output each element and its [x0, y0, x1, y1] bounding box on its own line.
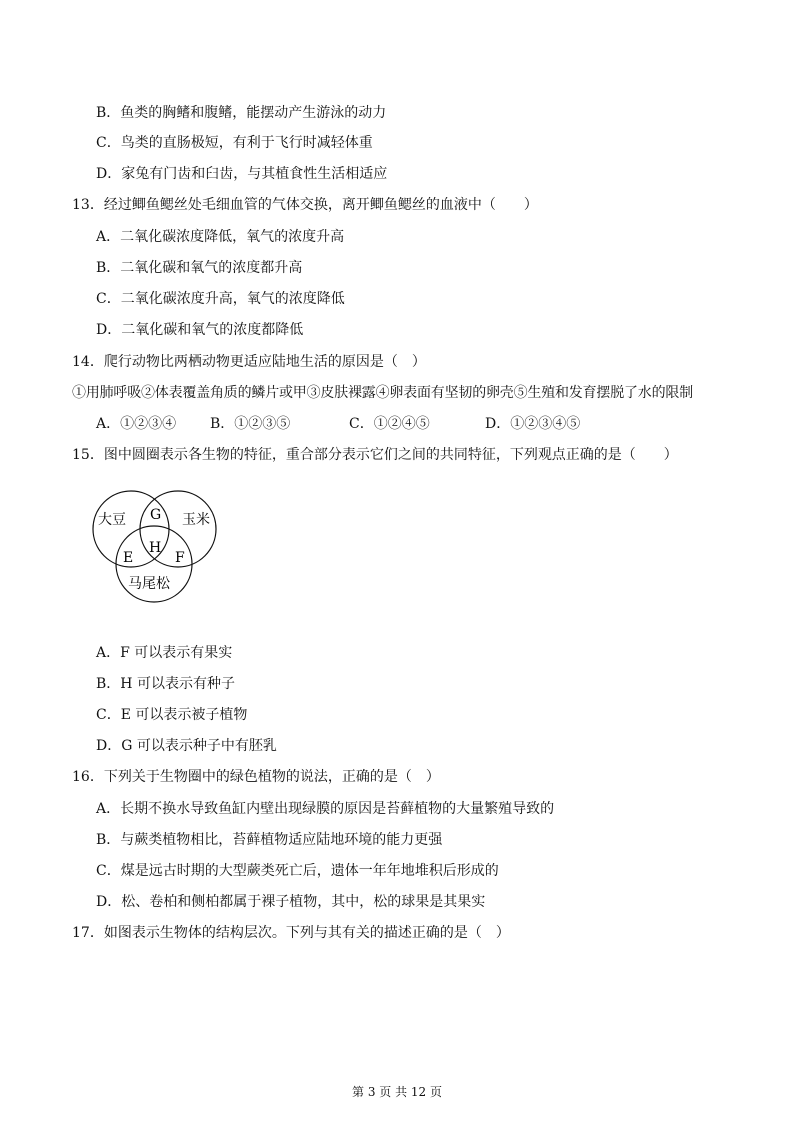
q16-stem: 16．下列关于生物圈中的绿色植物的说法，正确的是（ ） — [72, 769, 440, 785]
q15-option-b: B．H 可以表示有种子 — [96, 676, 235, 692]
label-corn: 玉米 — [182, 512, 210, 528]
q13-stem: 13．经过鲫鱼鳃丝处毛细血管的气体交换，离开鲫鱼鳃丝的血液中（ ） — [72, 197, 538, 213]
q15-option-c: C．E 可以表示被子植物 — [96, 707, 248, 723]
q12-option-b: B．鱼类的胸鳍和腹鳍，能摆动产生游泳的动力 — [96, 105, 387, 121]
q12-option-d: D．家兔有门齿和臼齿，与其植食性生活相适应 — [96, 166, 388, 182]
q15-stem: 15．图中圆圈表示各生物的特征，重合部分表示它们之间的共同特征，下列观点正确的是（ ） — [72, 447, 678, 463]
q16-option-c: C．煤是远古时期的大型蕨类死亡后，遗体一年年地堆积后形成的 — [96, 863, 499, 879]
label-pine: 马尾松 — [128, 576, 170, 592]
q14-option-b: B．①②③⑤ — [210, 416, 291, 432]
q14-statements: ①用肺呼吸②体表覆盖角质的鳞片或甲③皮肤裸露④卵表面有坚韧的卵壳⑤生殖和发育摆脱了水的限制 — [72, 385, 693, 401]
q13-option-a: A．二氧化碳浓度降低，氧气的浓度升高 — [96, 229, 345, 245]
q14-option-a: A．①②③④ — [96, 416, 177, 432]
q16-option-d: D．松、卷柏和侧柏都属于裸子植物，其中，松的球果是其果实 — [96, 894, 486, 910]
page-footer: 第 3 页 共 12 页 — [352, 1085, 442, 1099]
q13-option-c: C．二氧化碳浓度升高，氧气的浓度降低 — [96, 291, 345, 307]
q14-option-c: C．①②④⑤ — [349, 416, 430, 432]
q16-option-a: A．长期不换水导致鱼缸内壁出现绿膜的原因是苔藓植物的大量繁殖导致的 — [96, 801, 555, 817]
region-h: H — [149, 540, 162, 556]
q12-option-c: C．鸟类的直肠极短，有利于飞行时减轻体重 — [96, 135, 373, 151]
q13-option-d: D．二氧化碳和氧气的浓度都降低 — [96, 322, 304, 338]
q14-option-d: D．①②③④⑤ — [485, 416, 581, 432]
region-f: F — [175, 550, 185, 566]
q13-option-b: B．二氧化碳和氧气的浓度都升高 — [96, 260, 303, 276]
q15-option-a: A．F 可以表示有果实 — [96, 645, 233, 661]
venn-diagram — [86, 484, 226, 604]
q17-stem: 17．如图表示生物体的结构层次。下列与其有关的描述正确的是（ ） — [72, 925, 510, 941]
region-g: G — [150, 507, 162, 523]
label-soybean: 大豆 — [98, 512, 126, 528]
q16-option-b: B．与蕨类植物相比，苔藓植物适应陆地环境的能力更强 — [96, 832, 443, 848]
q15-option-d: D．G 可以表示种子中有胚乳 — [96, 738, 277, 754]
region-e: E — [123, 550, 134, 566]
q14-stem: 14．爬行动物比两栖动物更适应陆地生活的原因是（ ） — [72, 354, 426, 370]
